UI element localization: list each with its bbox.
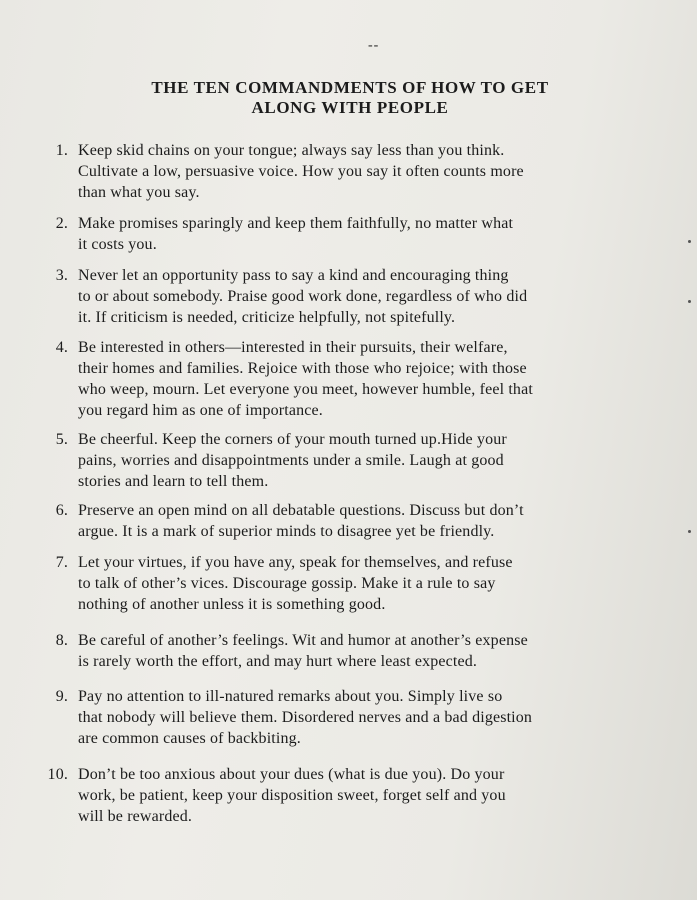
item-line: Be interested in others—interested in their pursuits, their welfare, <box>78 339 508 356</box>
item-line: Let your virtues, if you have any, speak for themselves, and refuse <box>78 554 513 571</box>
item-line: argue. It is a mark of superior minds to disagree yet be friendly. <box>78 523 495 540</box>
item-line: Be cheerful. Keep the corners of your mouth turned up.Hide your <box>78 431 507 448</box>
item-number: 1. <box>55 142 68 159</box>
page-title <box>120 78 580 118</box>
margin-speck <box>688 240 691 243</box>
item-line: it costs you. <box>78 236 157 253</box>
item-text <box>78 500 660 542</box>
item-number: 5. <box>55 431 68 448</box>
item-line: you regard him as one of importance. <box>78 402 323 419</box>
item-line: is rarely worth the effort, and may hurt where least expected. <box>78 653 478 670</box>
item-line: Keep skid chains on your tongue; always say less than you think. <box>78 142 505 159</box>
item-text <box>78 630 660 672</box>
item-line: stories and learn to tell them. <box>78 473 269 490</box>
item-text <box>78 552 660 615</box>
item-line: than what you say. <box>78 184 200 201</box>
item-text <box>78 686 660 749</box>
item-line: are common causes of backbiting. <box>78 730 301 747</box>
item-line: who weep, mourn. Let everyone you meet, however humble, feel that <box>78 381 533 398</box>
margin-speck <box>688 530 691 533</box>
item-text <box>78 337 660 421</box>
item-text <box>78 764 660 827</box>
item-line: Don’t be too anxious about your dues (what is due you). Do your <box>78 766 505 783</box>
item-text <box>78 140 660 203</box>
page-mark: -- <box>368 38 380 53</box>
item-number: 4. <box>55 339 68 356</box>
item-number: 9. <box>55 688 68 705</box>
item-line: to or about somebody. Praise good work done, regardless of who did <box>78 288 528 305</box>
item-number: 3. <box>55 267 68 284</box>
item-number: 7. <box>55 554 68 571</box>
item-line: Pay no attention to ill-natured remarks about you. Simply live so <box>78 688 503 705</box>
item-text <box>78 213 660 255</box>
item-line: Never let an opportunity pass to say a kind and encouraging thing <box>78 267 509 284</box>
item-line: work, be patient, keep your disposition sweet, forget self and you <box>78 787 506 804</box>
item-line: nothing of another unless it is something good. <box>78 596 386 613</box>
title-line-1: THE TEN COMMANDMENTS OF HOW TO GET <box>151 78 549 97</box>
item-line: it. If criticism is needed, criticize helpfully, not spitefully. <box>78 309 456 326</box>
title-line-2: ALONG WITH PEOPLE <box>251 98 449 117</box>
item-line: to talk of other’s vices. Discourage gossip. Make it a rule to say <box>78 575 496 592</box>
margin-speck <box>688 300 691 303</box>
item-line: Be careful of another’s feelings. Wit and humor at another’s expense <box>78 632 528 649</box>
item-line: Cultivate a low, persuasive voice. How you say it often counts more <box>78 163 524 180</box>
item-text <box>78 429 660 492</box>
item-number: 2. <box>55 215 68 232</box>
item-line: their homes and families. Rejoice with those who rejoice; with those <box>78 360 527 377</box>
item-line: Preserve an open mind on all debatable questions. Discuss but don’t <box>78 502 524 519</box>
item-line: Make promises sparingly and keep them faithfully, no matter what <box>78 215 514 232</box>
item-number: 6. <box>55 502 68 519</box>
item-number: 10. <box>47 766 68 783</box>
item-text <box>78 265 660 328</box>
item-line: pains, worries and disappointments under a smile. Laugh at good <box>78 452 504 469</box>
item-number: 8. <box>55 632 68 649</box>
item-line: that nobody will believe them. Disordered nerves and a bad digestion <box>78 709 533 726</box>
item-line: will be rewarded. <box>78 808 193 825</box>
